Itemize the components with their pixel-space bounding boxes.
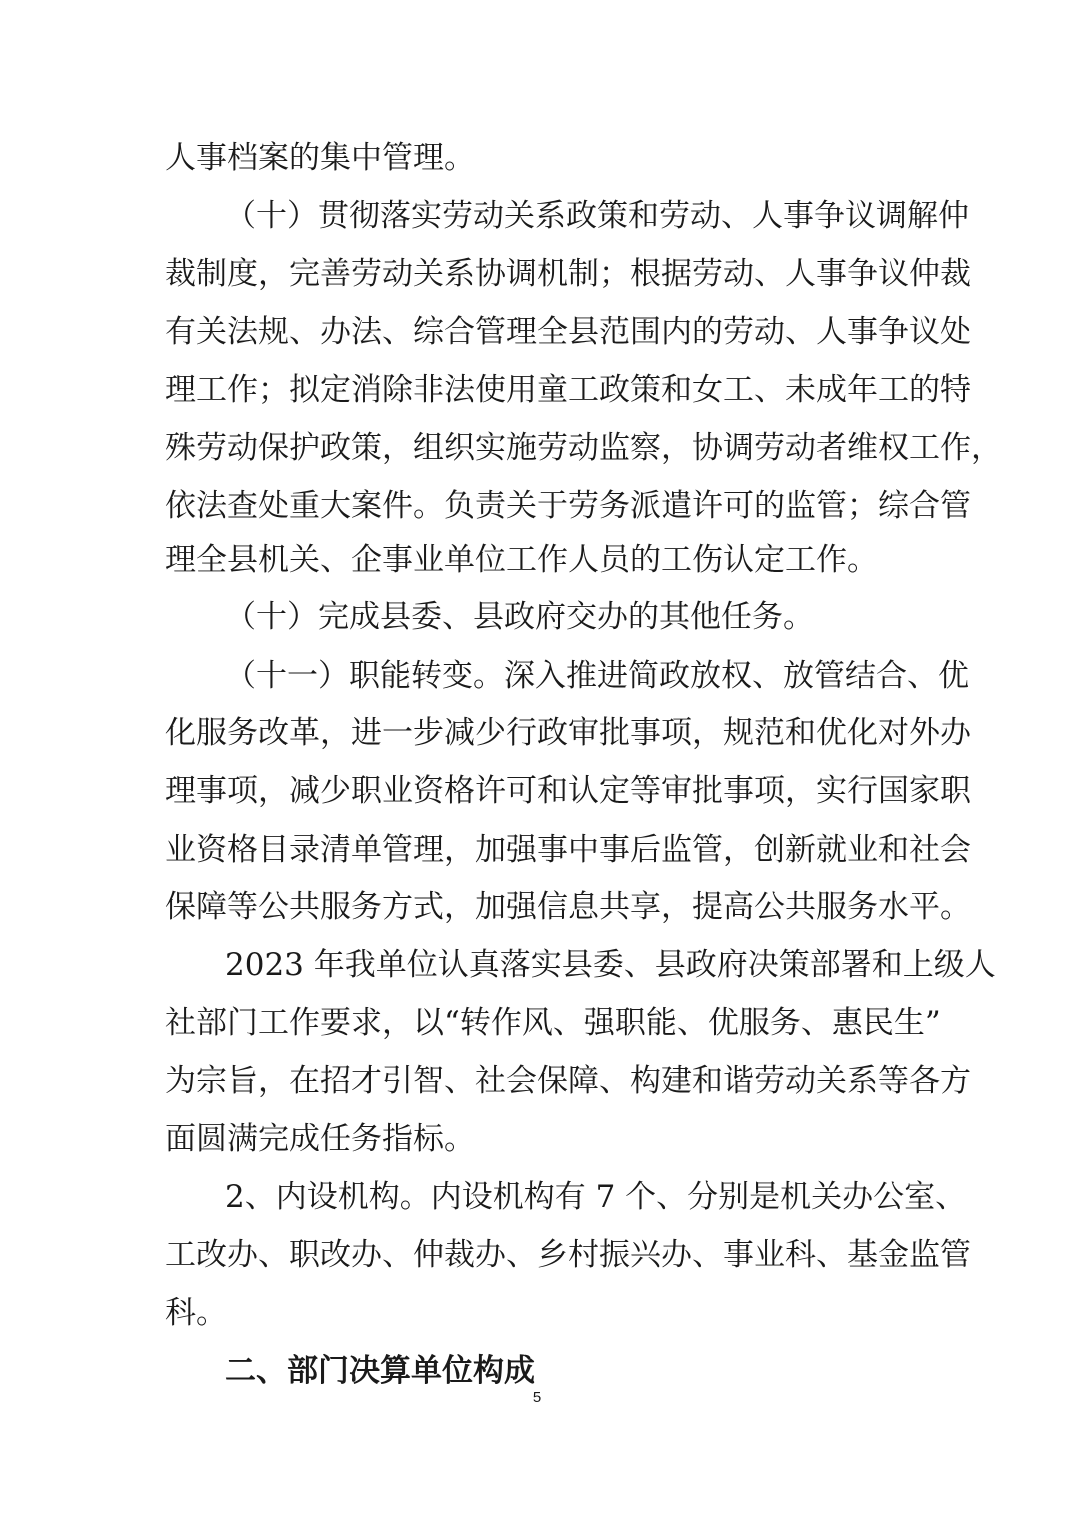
text-line: 社部门工作要求，以“转作风、强职能、优服务、惠民生” [165, 1005, 941, 1041]
text-line: 人事档案的集中管理。 [165, 140, 475, 176]
text-line: 面圆满完成任务指标。 [165, 1121, 475, 1157]
text-line: 化服务改革，进一步减少行政审批事项，规范和优化对外办 [165, 715, 971, 751]
text-line: 保障等公共服务方式，加强信息共享，提高公共服务水平。 [165, 889, 971, 925]
text-line: 依法查处重大案件。负责关于劳务派遣许可的监管；综合管 [165, 488, 971, 524]
text-line: 2、内设机构。内设机构有 7 个、分别是机关办公室、 [225, 1179, 967, 1215]
text-line: 2023 年我单位认真落实县委、县政府决策部署和上级人 [225, 947, 996, 983]
text-line: 理全县机关、企事业单位工作人员的工伤认定工作。 [165, 542, 878, 578]
text-line: 为宗旨，在招才引智、社会保障、构建和谐劳动关系等各方 [165, 1063, 971, 1099]
page-number: 5 [532, 1389, 542, 1406]
text-line: （十）完成县委、县政府交办的其他任务。 [225, 599, 814, 635]
text-line: 业资格目录清单管理，加强事中事后监管，创新就业和社会 [165, 832, 971, 868]
text-line: 工改办、职改办、仲裁办、乡村振兴办、事业科、基金监管 [165, 1237, 971, 1273]
text-line: 殊劳动保护政策，组织实施劳动监察，协调劳动者维权工作， [165, 430, 1002, 466]
text-line: （十一）职能转变。深入推进简政放权、放管结合、优 [225, 658, 969, 694]
text-line: 裁制度，完善劳动关系协调机制；根据劳动、人事争议仲裁 [165, 256, 971, 292]
text-line: 有关法规、办法、综合管理全县范围内的劳动、人事争议处 [165, 314, 971, 350]
section-heading: 二、部门决算单位构成 [225, 1353, 535, 1389]
text-line: 科。 [165, 1295, 227, 1331]
text-line: 理工作；拟定消除非法使用童工政策和女工、未成年工的特 [165, 372, 971, 408]
text-line: 理事项，减少职业资格许可和认定等审批事项，实行国家职 [165, 773, 971, 809]
text-line: （十）贯彻落实劳动关系政策和劳动、人事争议调解仲 [225, 198, 969, 234]
